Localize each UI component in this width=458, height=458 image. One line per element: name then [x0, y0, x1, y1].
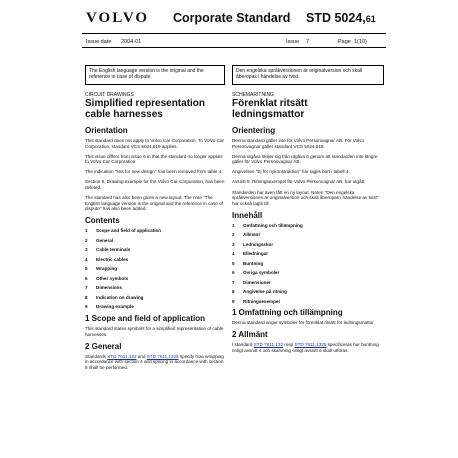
contents-item-number: 3 — [232, 241, 235, 247]
standard-number-sub: 61 — [365, 14, 376, 24]
contents-item[interactable] — [232, 261, 380, 267]
contents-item-number: 5 — [232, 260, 235, 266]
contents-item-label: Drawing example — [96, 304, 134, 310]
contents-item[interactable] — [232, 289, 380, 295]
contents-item[interactable] — [232, 223, 380, 229]
contents-item[interactable] — [232, 280, 380, 286]
orientation-paragraph: This issue differs from issue 6 in that the standard no longer applies to Volvo Car Corporation. — [85, 153, 223, 165]
swedish-column — [232, 92, 380, 358]
orientation-paragraph: The standard has also been given a new layout. The note "The English language version is the original and the reference in case of dispute" has also been added. — [85, 195, 223, 212]
contents-item-number: 6 — [85, 275, 88, 281]
contents-item-label: Cable terminals — [96, 247, 131, 253]
notice-box-swedish: Den engelska språkversionen är originalversion och skall åberopas i händelse av tvist. — [232, 65, 384, 85]
page-label: Page — [338, 39, 351, 45]
scope-heading: 1 Scope and field of application — [85, 313, 206, 323]
contents-item-label: Angivelse på ritning — [243, 289, 287, 295]
scope-paragraph: This standard states symbols for a simplified representation of cable harnesses. — [85, 325, 224, 337]
contents-item-number: 7 — [85, 285, 88, 291]
general-text-post: specify how wrapping in accordance with section 4 and splicing in accordance with section 6 shall be performed. — [85, 353, 224, 370]
contents-item[interactable] — [85, 304, 225, 310]
std-7611-132-link[interactable]: STD 7611,132 — [253, 342, 284, 348]
header-rule-top — [82, 33, 386, 34]
contents-item[interactable] — [85, 266, 225, 272]
contents-item-number: 1 — [232, 222, 235, 228]
section-label: CIRCUIT DRAWINGS — [85, 92, 134, 98]
contents-item-label: Ledningsskor — [243, 241, 274, 247]
notice-box-english: The English language version is the original and the reference in case of dispute. — [85, 65, 225, 85]
contents-list — [232, 223, 380, 304]
std-7611-1325-link[interactable]: STD 7611,1325 — [146, 353, 179, 359]
section-label: SCHEMARITNING — [232, 92, 274, 98]
issue-label: Issue — [286, 39, 300, 45]
contents-item[interactable] — [232, 232, 380, 238]
volvo-logo: VOLVO — [86, 10, 150, 26]
contents-item-label: Other symbols — [96, 275, 129, 281]
contents-item-label: Wrapping — [96, 266, 118, 272]
contents-item-label: Övriga symboler — [243, 270, 280, 276]
contents-item-label: Dimensions — [96, 285, 123, 291]
scope-paragraph: Denna standard anger symboler för förenklat ritsätt för ledningsmattor. — [232, 320, 375, 326]
contents-item[interactable] — [85, 238, 225, 244]
contents-item-number: 4 — [232, 251, 235, 257]
general-heading: 2 General — [85, 341, 122, 351]
document-title: Simplified representation cable harnesses — [85, 98, 206, 120]
orientation-paragraph: Section 9, Drawing example for the Volvo Car Corporation, has been deleted. — [85, 179, 225, 191]
contents-item[interactable] — [85, 276, 225, 282]
english-column — [85, 92, 225, 375]
contents-item-label: Electric cables — [96, 256, 129, 262]
contents-item-number: 6 — [232, 270, 235, 276]
std-7611-1325-link[interactable]: STD 7611,1325 — [294, 342, 327, 348]
contents-item-label: Indication on drawing — [96, 294, 144, 300]
contents-item-label: Elledningar — [243, 251, 269, 257]
contents-item-label: Scope and field of application — [96, 228, 162, 234]
contents-item[interactable] — [85, 228, 225, 234]
contents-item-label: Omfattning och tillämpning — [243, 222, 303, 228]
contents-item[interactable] — [232, 299, 380, 305]
contents-item-number: 8 — [85, 294, 88, 300]
contents-item-label: General — [96, 237, 114, 243]
general-text-pre: I standard — [232, 342, 254, 348]
std-7611-132-link[interactable]: STD 7611,132 — [107, 353, 137, 359]
contents-item-number: 7 — [232, 279, 235, 285]
scope-heading: 1 Omfattning och tillämpning — [232, 308, 343, 318]
issue-date-value: 2004-01 — [121, 39, 142, 45]
contents-item-number: 5 — [85, 266, 88, 272]
orientation-paragraph: This standard does not apply to Volvo Car Corporation. To Volvo Car Corporation, standard VCS 5024,619 applies. — [85, 138, 225, 149]
contents-item[interactable] — [85, 285, 225, 291]
orientation-paragraph: The indication "Not for new design" has been removed from table 4. — [85, 169, 223, 175]
orientation-paragraph: Angivelsen "Ej för nykonstruktion" har tagits bort i tabell 4. — [232, 169, 350, 175]
contents-item-number: 1 — [85, 228, 88, 234]
contents-item-number: 2 — [85, 237, 88, 243]
orientation-heading: Orientering — [232, 126, 276, 135]
contents-item-label: Ritningsexempel — [243, 298, 280, 304]
general-paragraph — [85, 354, 225, 371]
issue-date-label: Issue date — [86, 39, 112, 45]
general-text-mid: resp — [283, 342, 295, 348]
contents-heading: Innehåll — [232, 210, 263, 220]
contents-item[interactable] — [85, 257, 225, 263]
header-rule-bottom — [82, 47, 386, 48]
general-paragraph — [232, 342, 380, 353]
document-type-title: Corporate Standard — [173, 11, 291, 25]
general-text-mid: and — [136, 353, 147, 359]
orientation-heading: Orientation — [85, 126, 128, 135]
contents-item-number: 9 — [232, 298, 235, 304]
contents-item-label: Buntning — [243, 260, 264, 266]
orientation-paragraph: Standarden har även fått en ny layout. Noten "Den engelska språkversionen är originalversion och skall åberopas i händelse av tvist" har också lagts till. — [232, 189, 379, 206]
document-title: Förenklat ritsätt ledningsmattor — [232, 98, 308, 120]
page-value: 1(10) — [354, 39, 367, 45]
orientation-paragraph: Avsnitt 9, Ritningsexempel för Volvo Personvagnar AB, har utgått. — [232, 179, 366, 185]
contents-item[interactable] — [232, 251, 380, 257]
contents-item-number: 3 — [85, 247, 88, 253]
orientation-paragraph: Denna standard gäller inte för Volvo Personvagnar AB. För Volvo Personvagnar gäller standard VCS 5024,619. — [232, 138, 365, 149]
contents-heading: Contents — [85, 216, 120, 226]
contents-item[interactable] — [85, 247, 225, 253]
orientation-paragraph: Denna utgåva skiljer sig från utgåva 6 genom att standarden inte längre gäller för Volvo Personvagnar AB. — [232, 153, 378, 165]
contents-item[interactable] — [85, 295, 225, 301]
contents-item[interactable] — [232, 242, 380, 248]
issue-value: 7 — [306, 39, 310, 45]
contents-item-label: Allmänt — [243, 232, 260, 238]
contents-item-number: 9 — [85, 304, 88, 310]
contents-item-number: 8 — [232, 289, 235, 295]
general-text-pre: Standards — [85, 353, 108, 359]
standard-number-main: STD 5024, — [306, 11, 366, 25]
contents-item-number: 2 — [232, 232, 235, 238]
contents-item[interactable] — [232, 270, 380, 276]
contents-item-label: Dimensioner — [243, 279, 271, 285]
general-text-post: specificeras hur buntning enligt avsnitt 4 och skarvning enligt avsnitt 6 skall utföras. — [232, 342, 379, 353]
contents-list — [85, 228, 225, 309]
standard-number — [306, 11, 376, 25]
contents-item-number: 4 — [85, 256, 88, 262]
general-heading: 2 Allmänt — [232, 330, 268, 340]
